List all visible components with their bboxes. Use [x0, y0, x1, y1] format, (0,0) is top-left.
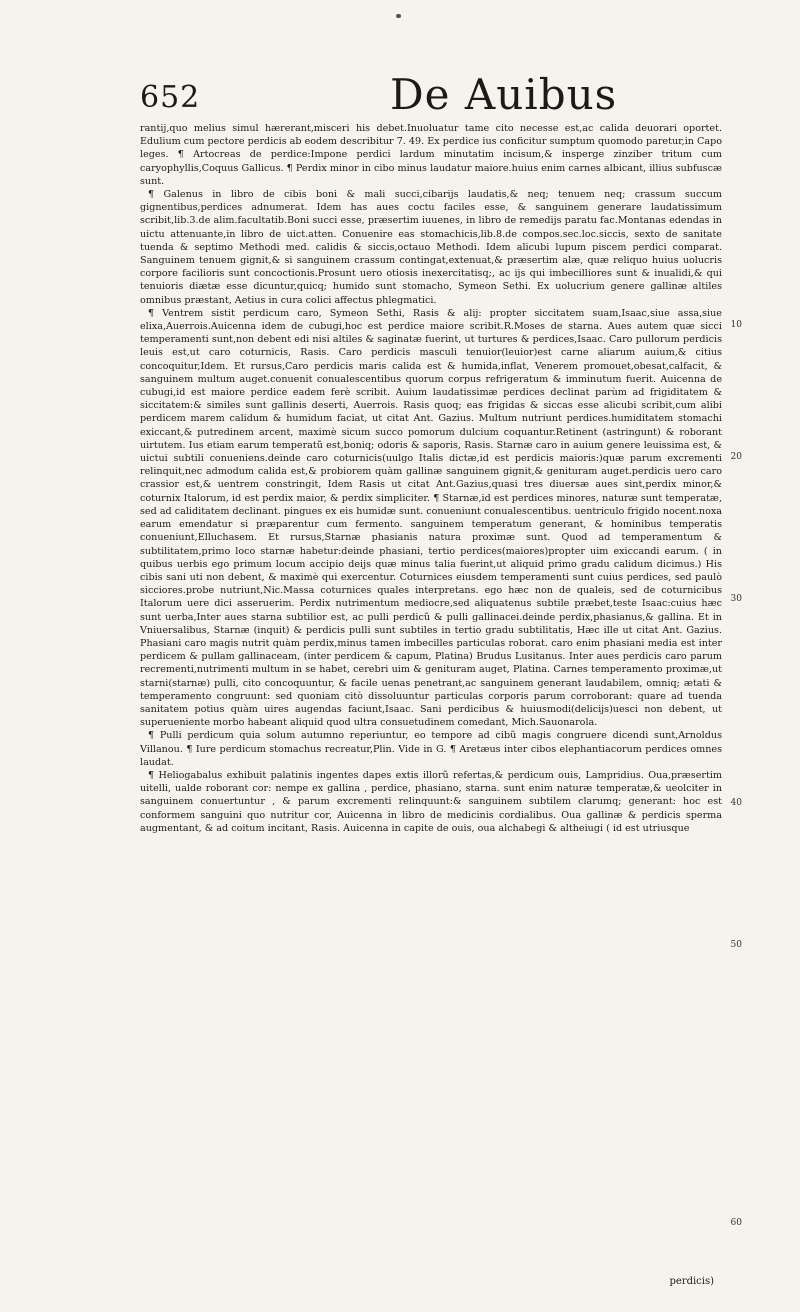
paragraph-2: ¶ Galenus in libro de cibis boni & mali succi,cibarijs laudatis,& neq; tenuem neq; crassum succum gignentibus,perdices adnumerat. Idem has aues coctu faciles esse, & sanguinem generare laudatissimum scribit,lib.3.de alim.facultatib.Boni succi esse, præsertim iuuenes, in libro de remedijs paratu fac.Montanas edendas in uictu attenuante,in libro de uict.atten. Conuenire eas stomachicis,lib.8.de compos.sec.loc.siccis, sexto de sanitate tuenda & septimo Methodi med. calidis & siccis,octauo Methodi. Idem alicubi lupum piscem perdici comparat. Sanguinem tenuem gignit,& si sanguinem crassum contingat,extenuat,& præsertim alæ, quæ reliquo huius uolucris corpore facilioris sunt concoctionis.Prosunt uero otiosis inexercitatisq;, ac ijs qui imbecilliores sunt & inualidi,& qui tenuioris diætæ esse dicuntur,quicq; humido sunt stomacho, Symeon Sethi. Ex uolucrium genere gallinæ altiles omnibus præstant, Aetius in cura colici affectus phlegmatici. — [140, 189, 722, 306]
running-title: De Auibus — [390, 70, 618, 119]
margin-line-number-40: 40 — [730, 798, 742, 808]
page-number: 652 — [140, 80, 201, 115]
paragraph-5: ¶ Heliogabalus exhibuit palatinis ingentes dapes extis illorũ refertas,& perdicum ouis, Lampridius. Oua,præsertim uitelli, ualde roborant cor: nempe ex gallina , perdice, phasiano, starna. sunt enim naturæ temperatæ,& ueolciter in sanguinem conuertuntur , & parum excrementi relinquunt:& sanguinem subtilem clarumq; generant: hoc est conformem sanguini quo nutritur cor, Auicenna in libro de medicinis cordialibus. Oua gallinæ & perdicis sperma augmentant, & ad coitum incitant, Rasis. Auicenna in capite de ouis, oua alchabegi & altheiugi ( id est utriusque — [140, 769, 722, 834]
ink-speck — [396, 14, 401, 18]
catchword: perdicis) — [669, 1276, 714, 1287]
margin-line-number-60: 60 — [730, 1218, 742, 1228]
paragraph-3: ¶ Ventrem sistit perdicum caro, Symeon Sethi, Rasis & alij: propter siccitatem suam,Isaac,siue assa,siue elixa,Auerrois.Auicenna idem de cubugi,hoc est perdice maiore scribit.R.Moses de starna. Aues autem quæ sicci temperamenti sunt,non debent edi nisi altiles & saginatæ fuerint, ut turtures & perdices,Isaac. Caro pullorum perdicis leuis est,ut caro coturnicis, Rasis. Caro perdicis masculi tenuior(leuior)est carne aliarum auium,& citius concoquitur,Idem. Et rursus,Caro perdicis maris calida est & humida,inflat, Venerem promouet,obesat,calfacit, & sanguinem multum auget.conuenit conualescentibus quorum corpus refrigeratum & imminutum fuerit. Auicenna de cubugi,id est maiore perdice eadem ferè scribit. Auium laudatissimæ perdices declinat parùm ad frigiditatem & siccitatem:& similes sunt gallinis deserti, Auerrois. Rasis quoq; eas frigidas & siccas esse alicubi scribit,cum alibi perdicem marem calidum & humidum faciat, ut citat Ant. Gazius. Multum nutriunt perdices.humiditatem stomachi exiccant,& putredinem arcent, maximè sicum succo pomorum dulcium coquantur.Retinent (astringunt) & roborant uirtutem. Ius etiam earum temperatũ est,boniq; odoris & saporis, Rasis. Starnæ caro in auium genere leuissima est, & uictui subtili conueniens.deinde caro coturnicis(uulgo Italis dictæ,id est perdicis maioris:)quæ parum excrementi relinquit,nec admodum calida est,& probiorem quàm gallinæ sanguinem gignit,& genituram auget.perdicis uero caro crassior est,& uentrem constringit, Idem Rasis ut citat Ant.Gazius,quasi tres diuersæ aues sint,perdix minor,& coturnix Italorum, id est perdix maior, & perdix simpliciter. ¶ Starnæ,id est perdices minores, naturæ sunt temperatæ, sed ad caliditatem declinant. pingues ex eis humidæ sunt. conueniunt conualescentibus. uentriculo frigido nocent.noxa earum emendatur si præparentur cum fermento. sanguinem temperatum generant, & hominibus temperatis conueniunt,Elluchasem. Et rursus,Starnæ phasianis natura proximæ sunt. Quod ad temperamentum & subtilitatem,primo loco starnæ habetur:deinde phasiani, tertio perdices(maiores)propter uim exiccandi earum. ( in quibus uerbis ego primum locum accipio deijs quæ minus talia fuerint,ut aliquid primo gradu calidum dicimus.) His cibis sani uti non debent, & maximè qui exercentur. Coturnices eiusdem temperamenti sunt cuius perdices, sed paulò sicciores.probe nutriunt,Nic.Massa coturnices quales interpretans. ego hæc non de qualeis, sed de coturnicibus Italorum uere dici asseruerim. Perdix nutrimentum mediocre,sed aliquatenus subtile præbet,teste Isaac:cuius hæc sunt uerba,Inter aues starna subtilior est, ac pulli perdicũ & pulli gallinacei.deinde perdix,phasianus,& gallina. Et in Vniuersalibus, Starnæ (inquit) & perdicis pulli sunt subtiles in tertio gradu subtilitatis, Hæc ille ut citat Ant. Gazius. Phasiani caro magis nutrit quàm perdix,minus tamen imbecilles particulas roborat. caro enim phasiani media est inter perdicem & pullam gallinaceam, (inter perdicem & capum, Platina) Brudus Lusitanus. Inter aues perdicis caro parum recrementi,nutrimenti multum in se habet, cerebri uim & genituram auget, Platina. Carnes temperamento proximæ,ut starni(starnæ) pulli, cito concoquuntur, & facile uenas penetrant,ac sanguinem generant laudabilem, omniq; ætati & temperamento congruunt: sed quoniam citò dissoluuntur particulas corporis parum corroborant: quare ad tuenda sanitatem potius quàm uires augendas faciunt,Isaac. Sani perdicibus & huiusmodi(delicijs)uesci non debent, ut superueniente morbo habeant aliquid quod ultra consuetudinem comedant, Mich.Sauonarola. — [140, 307, 722, 729]
margin-line-number-30: 30 — [730, 594, 742, 604]
paragraph-4: ¶ Pulli perdicum quia solum autumno reperiuntur, eo tempore ad cibũ magis congruere dicendi sunt,Arnoldus Villanou. ¶ Iure perdicum stomachus recreatur,Plin. Vide in G. ¶ Aretæus inter cibos elephantiacorum perdices omnes laudat. — [140, 730, 722, 768]
paragraph-1: rantij,quo melius simul hærerant,misceri his debet.Inuoluatur tame cito necesse est,ac calida deuorari oportet. Edulium cum pectore perdicis ab eodem describitur 7. 49. Ex perdice ius conficitur sumptum quomodo paretur,in Capo leges. ¶ Artocreas de perdice:Impone perdici lardum minutatim incisum,& insperge zinziber tritum cum caryophyllis,Coquus Gallicus. ¶ Perdix minor in cibo minus laudatur maiore.huius enim carnes albicant, illius subfuscæ sunt. — [140, 123, 722, 187]
main-text-block — [140, 122, 722, 835]
margin-line-number-20: 20 — [730, 452, 742, 462]
margin-line-number-10: 10 — [730, 320, 742, 330]
margin-line-number-50: 50 — [730, 940, 742, 950]
page-header — [140, 70, 720, 124]
